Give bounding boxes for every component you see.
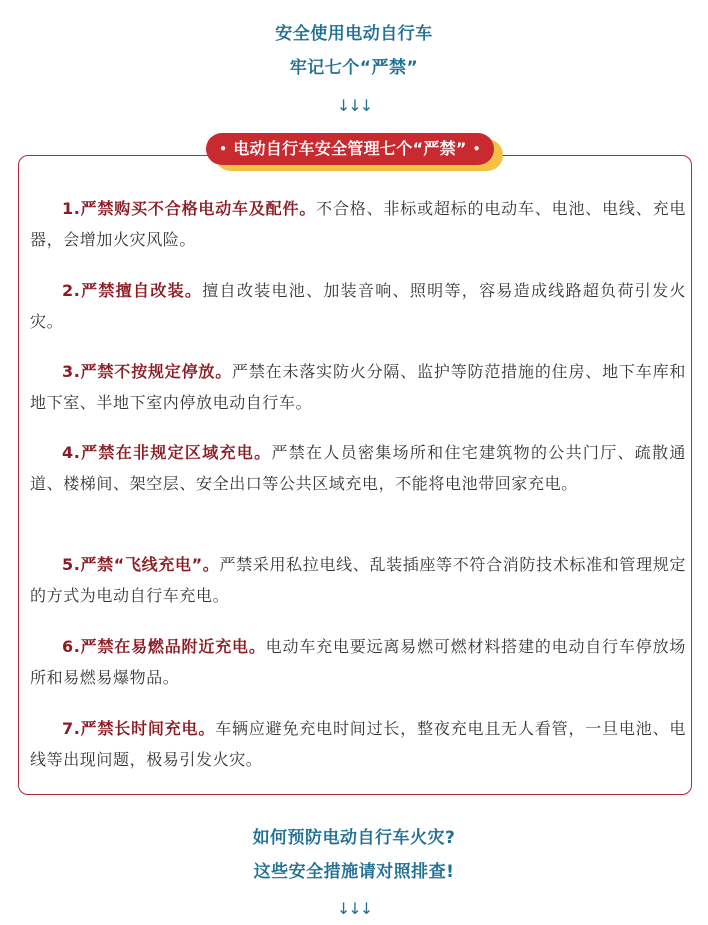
- rule-title: 3.严禁不按规定停放。: [62, 362, 233, 381]
- rule-body: 电动车充电要远离易燃可燃材料搭建的电动自行车停放场所和易燃易爆物品。: [30, 637, 686, 687]
- rule-title: 4.严禁在非规定区域充电。: [62, 443, 272, 462]
- outro-line-2: 这些安全措施请对照排查!: [253, 862, 455, 882]
- rule-title: 6.严禁在易燃品附近充电。: [62, 637, 266, 656]
- rule-item-4: [30, 437, 686, 499]
- badge-dot-left-icon: •: [219, 142, 228, 156]
- rule-body: 严禁在未落实防火分隔、监护等防范措施的住房、地下车库和地下室、半地下室内停放电动自行车。: [30, 362, 686, 412]
- down-arrows-icon: ↓↓↓: [336, 899, 372, 918]
- badge-dot-right-icon: •: [472, 142, 481, 156]
- rule-item-3: [30, 356, 686, 418]
- rule-body: 严禁采用私拉电线、乱装插座等不符合消防技术标准和管理规定的方式为电动自行车充电。: [30, 555, 686, 605]
- intro-line-1: 安全使用电动自行车: [275, 24, 433, 44]
- section-badge: [206, 133, 494, 165]
- outro-line-1: 如何预防电动自行车火灾?: [252, 828, 456, 848]
- down-arrows-icon: ↓↓↓: [336, 96, 372, 115]
- rule-title: 1.严禁购买不合格电动车及配件。: [62, 199, 317, 218]
- rule-item-5: [30, 549, 686, 611]
- rule-title: 7.严禁长时间充电。: [62, 719, 216, 738]
- rule-item-1: [30, 193, 686, 255]
- rule-body: 擅自改装电池、加装音响、照明等，容易造成线路超负荷引发火灾。: [30, 281, 686, 331]
- rule-item-6: [30, 631, 686, 693]
- rule-body: 车辆应避免充电时间过长，整夜充电且无人看管，一旦电池、电线等出现问题，极易引发火灾。: [30, 719, 686, 769]
- rule-title: 2.严禁擅自改装。: [62, 281, 203, 300]
- badge-title: 电动自行车安全管理七个“严禁”: [233, 139, 467, 158]
- intro-line-2: 牢记七个“严禁”: [289, 58, 419, 78]
- rule-title: 5.严禁“飞线充电”。: [62, 555, 220, 574]
- rule-body: 不合格、非标或超标的电动车、电池、电线、充电器，会增加火灾风险。: [30, 199, 686, 249]
- rule-body: 严禁在人员密集场所和住宅建筑物的公共门厅、疏散通道、楼梯间、架空层、安全出口等公共区域充电，不能将电池带回家充电。: [30, 443, 687, 493]
- rule-item-2: [30, 275, 686, 337]
- rule-item-7: [30, 713, 686, 775]
